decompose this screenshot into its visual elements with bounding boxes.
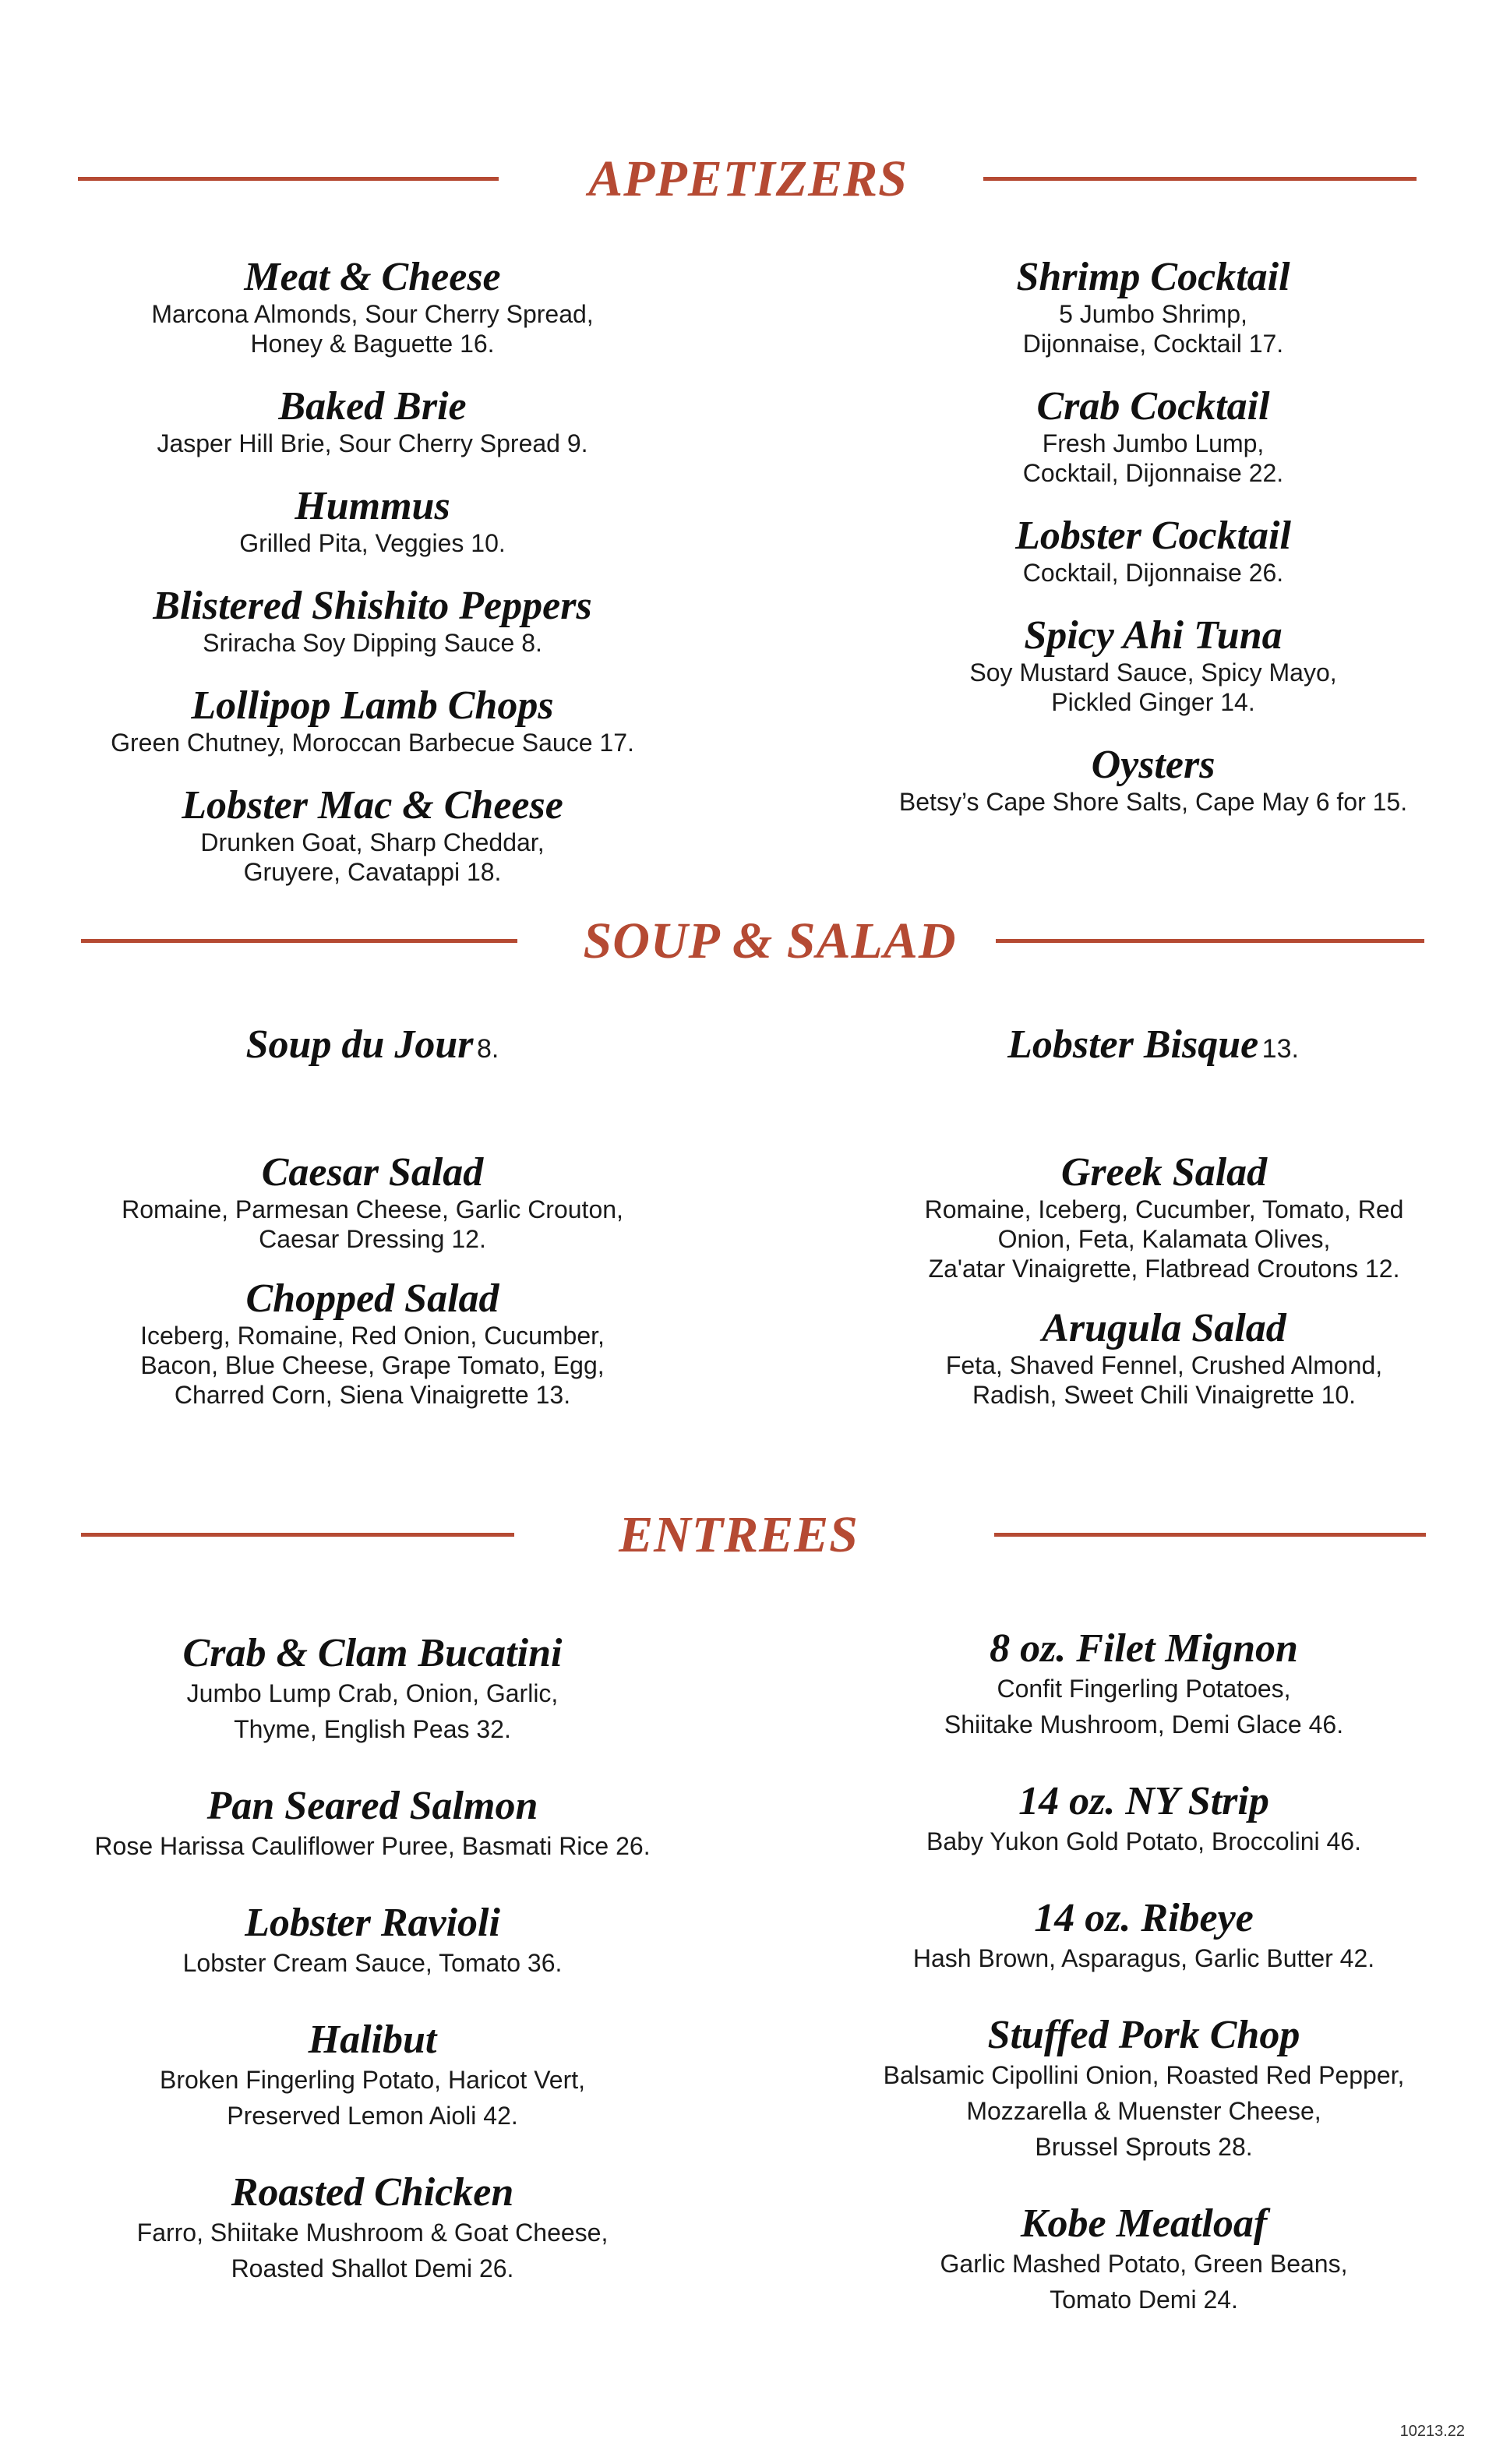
item-name: Hummus (295, 484, 450, 528)
item-description: Drunken Goat, Sharp Cheddar, (200, 828, 545, 856)
menu-item (30, 784, 715, 887)
lobster-bisque (810, 1023, 1496, 1067)
menu-item (30, 1632, 715, 1747)
item-description: Za'atar Vinaigrette, Flatbread Croutons 12. (928, 1255, 1400, 1283)
item-name: 8 oz. Filet Mignon (990, 1626, 1298, 1671)
section-title: ENTREES (619, 1506, 859, 1563)
menu-item (30, 584, 715, 658)
item-description: Caesar Dressing 12. (259, 1225, 486, 1253)
item-name: Greek Salad (1060, 1150, 1268, 1195)
item-name: Meat & Cheese (244, 255, 501, 299)
soup-du-jour (30, 1023, 715, 1067)
item-description: Radish, Sweet Chili Vinaigrette 10. (972, 1381, 1357, 1409)
item-description: Romaine, Iceberg, Cucumber, Tomato, Red (924, 1195, 1404, 1223)
item-name: Lollipop Lamb Chops (191, 683, 554, 728)
entrees-header (0, 1504, 1496, 1566)
item-name: Baked Brie (278, 384, 467, 429)
menu-item (821, 1307, 1496, 1410)
item-description: Preserved Lemon Aioli 42. (227, 2102, 518, 2130)
item-description: Grilled Pita, Veggies 10. (239, 529, 506, 557)
item-name: Crab & Clam Bucatini (182, 1631, 563, 1675)
item-description: Hash Brown, Asparagus, Garlic Butter 42. (912, 1944, 1375, 1972)
menu-item (810, 514, 1496, 588)
item-description: Bacon, Blue Cheese, Grape Tomato, Egg, (140, 1351, 605, 1379)
item-description: Iceberg, Romaine, Red Onion, Cucumber, (140, 1322, 605, 1350)
item-description: Jasper Hill Brie, Sour Cherry Spread 9. (157, 429, 588, 457)
item-name: Lobster Mac & Cheese (182, 783, 563, 828)
item-description: Charred Corn, Siena Vinaigrette 13. (174, 1381, 571, 1409)
item-description: Betsy’s Cape Shore Salts, Cape May 6 for 15. (898, 788, 1408, 816)
item-description: Green Chutney, Moroccan Barbecue Sauce 17. (111, 729, 634, 757)
salads-left-column (30, 1151, 715, 1433)
item-name: Arugula Salad (1042, 1306, 1286, 1350)
menu-item (30, 2018, 715, 2134)
item-price: 8. (477, 1034, 499, 1064)
item-description: Romaine, Parmesan Cheese, Garlic Crouton, (122, 1195, 623, 1223)
menu-item (30, 485, 715, 558)
item-description: Balsamic Cipollini Onion, Roasted Red Pepper, (883, 2061, 1405, 2089)
item-name: Lobster Cocktail (1015, 514, 1291, 558)
appetizers-header (0, 148, 1496, 210)
section-title: APPETIZERS (588, 150, 908, 207)
item-description: Lobster Cream Sauce, Tomato 36. (182, 1949, 563, 1977)
menu-item (801, 1897, 1487, 1976)
appetizers-left-column (30, 256, 715, 913)
item-description: Sriracha Soy Dipping Sauce 8. (203, 629, 542, 657)
item-description: Pickled Ginger 14. (1051, 688, 1255, 716)
item-name: Spicy Ahi Tuna (1024, 613, 1283, 658)
item-name: Lobster Bisque (1007, 1022, 1259, 1067)
item-description: Baby Yukon Gold Potato, Broccolini 46. (926, 1827, 1361, 1855)
soup-salad-header (0, 910, 1496, 973)
item-description: Broken Fingerling Potato, Haricot Vert, (159, 2066, 586, 2094)
item-description: Mozzarella & Muenster Cheese, (966, 2097, 1321, 2125)
item-name: Blistered Shishito Peppers (153, 584, 592, 628)
entrees-left-column (30, 1632, 715, 2324)
menu-code: 10213.22 (1399, 2423, 1465, 2440)
menu-item (30, 1784, 715, 1864)
item-name: 14 oz. Ribeye (1034, 1896, 1254, 1940)
item-description: Rose Harissa Cauliflower Puree, Basmati Rice 26. (94, 1832, 651, 1860)
item-description: Tomato Demi 24. (1050, 2286, 1238, 2314)
divider-line (994, 1533, 1426, 1537)
item-name: Crab Cocktail (1036, 384, 1270, 429)
item-name: Soup du Jour (245, 1022, 474, 1067)
salads-right-column (821, 1151, 1496, 1433)
menu-item (801, 1780, 1487, 1859)
item-description: Shiitake Mushroom, Demi Glace 46. (944, 1710, 1344, 1739)
item-description: Onion, Feta, Kalamata Olives, (997, 1225, 1331, 1253)
entrees-right-column (801, 1627, 1487, 2355)
appetizers-right-column (810, 256, 1496, 843)
menu-item (810, 614, 1496, 717)
item-description: Fresh Jumbo Lump, (1042, 429, 1265, 457)
item-description: Cocktail, Dijonnaise 22. (1022, 459, 1284, 487)
item-description: Thyme, English Peas 32. (234, 1715, 511, 1743)
item-name: Oysters (1091, 743, 1216, 787)
menu-item (30, 385, 715, 458)
menu-item (821, 1151, 1496, 1283)
item-name: 14 oz. NY Strip (1018, 1779, 1269, 1823)
item-description: Honey & Baguette 16. (250, 330, 495, 358)
item-description: Cocktail, Dijonnaise 26. (1022, 559, 1284, 587)
menu-item (810, 256, 1496, 358)
item-name: Pan Seared Salmon (206, 1784, 538, 1828)
item-description: Jumbo Lump Crab, Onion, Garlic, (186, 1679, 559, 1707)
menu-item (810, 743, 1496, 817)
item-name: Roasted Chicken (231, 2170, 514, 2215)
item-description: Feta, Shaved Fennel, Crushed Almond, (945, 1351, 1383, 1379)
menu-item (30, 1901, 715, 1981)
menu-item (810, 385, 1496, 488)
menu-item (801, 2202, 1487, 2318)
item-description: Farro, Shiitake Mushroom & Goat Cheese, (136, 2219, 609, 2247)
item-name: Halibut (308, 2017, 437, 2062)
menu-item (30, 2171, 715, 2286)
menu-item (30, 256, 715, 358)
item-name: Kobe Meatloaf (1020, 2201, 1268, 2246)
item-description: Brussel Sprouts 28. (1035, 2133, 1253, 2161)
menu-item (801, 2014, 1487, 2165)
section-title: SOUP & SALAD (583, 913, 957, 969)
divider-line (996, 939, 1424, 943)
item-name: Lobster Ravioli (245, 1901, 500, 1945)
menu-item (30, 684, 715, 757)
item-description: Marcona Almonds, Sour Cherry Spread, (151, 300, 594, 328)
divider-line (983, 177, 1417, 181)
item-description: Soy Mustard Sauce, Spicy Mayo, (969, 658, 1337, 687)
item-name: Caesar Salad (261, 1150, 484, 1195)
item-description: Dijonnaise, Cocktail 17. (1022, 330, 1284, 358)
item-name: Chopped Salad (245, 1276, 499, 1321)
item-description: Garlic Mashed Potato, Green Beans, (940, 2250, 1348, 2278)
item-name: Shrimp Cocktail (1016, 255, 1290, 299)
menu-item (30, 1151, 715, 1254)
menu-item (801, 1627, 1487, 1742)
item-description: Roasted Shallot Demi 26. (231, 2254, 514, 2282)
item-description: Confit Fingerling Potatoes, (997, 1675, 1291, 1703)
item-name: Stuffed Pork Chop (987, 2013, 1300, 2057)
menu-item (30, 1277, 715, 1410)
item-description: 5 Jumbo Shrimp, (1059, 300, 1247, 328)
item-price: 13. (1261, 1034, 1299, 1064)
item-description: Gruyere, Cavatappi 18. (243, 858, 502, 886)
